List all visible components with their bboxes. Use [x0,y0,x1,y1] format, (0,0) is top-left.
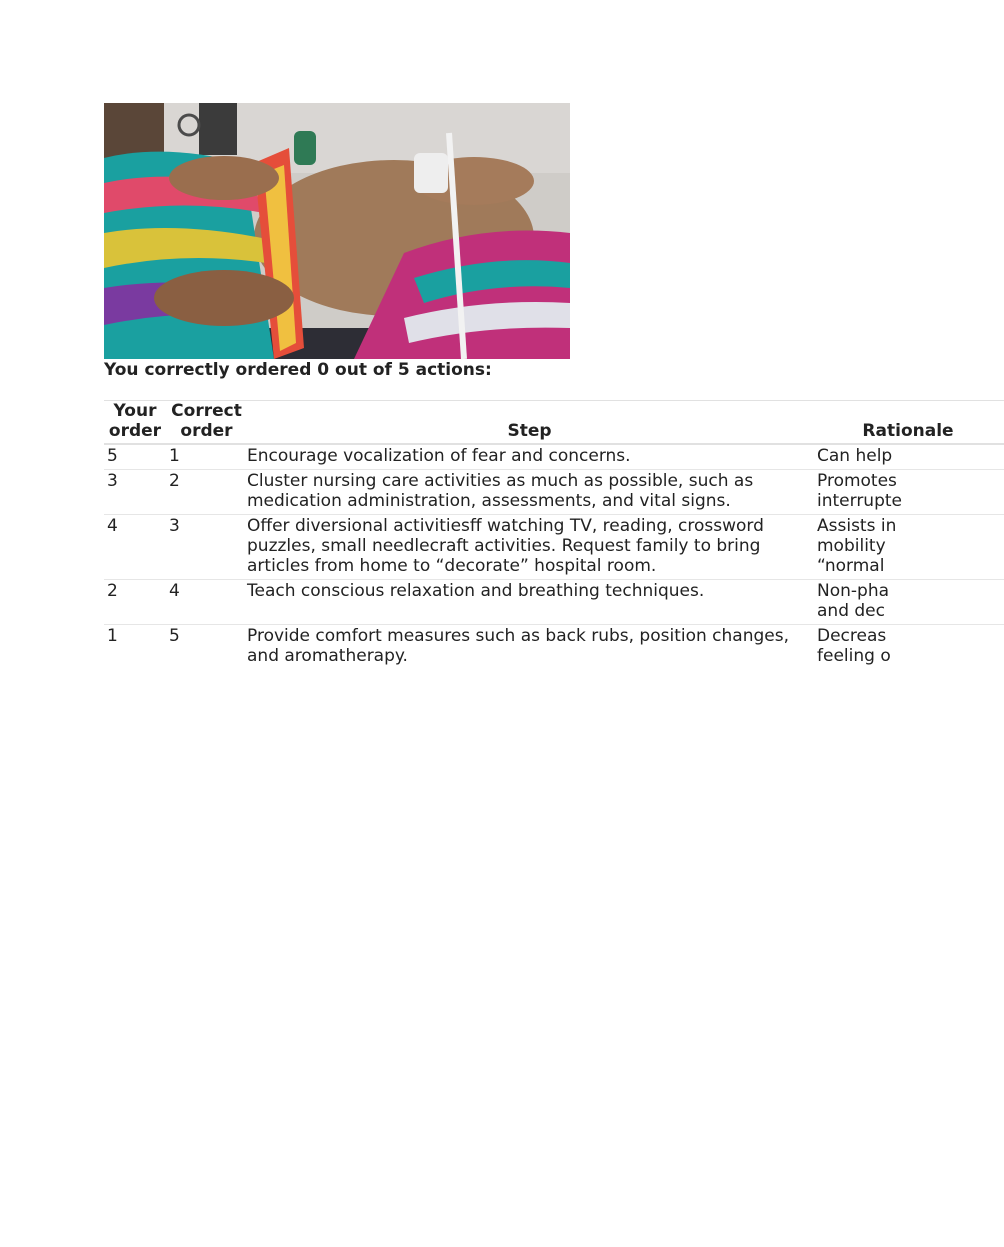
correct-order-cell: 3 [169,516,180,536]
results-table [104,400,1004,669]
your-order-cell: 5 [107,446,118,466]
correct-order-cell: 4 [169,581,180,601]
table-row [104,444,1004,470]
table-header-row [104,401,1004,445]
rationale-line: and dec [817,601,885,621]
rationale-header: Rationale [862,421,954,441]
table-row [104,470,1004,515]
step-cell: Cluster nursing care activities as much as possible, such as medication administration, assessments, and vital signs. [247,471,754,511]
patient-photo [104,103,570,359]
table-row [104,515,1004,580]
step-cell: Provide comfort measures such as back rubs, position changes, and aromatherapy. [247,626,789,666]
rationale-line: Non-pha [817,581,890,601]
rationale-cell [812,515,1004,580]
correct-order-cell: 5 [169,626,180,646]
your-order-header: Your order [108,401,162,441]
your-order-cell: 2 [107,581,118,601]
rationale-cell [812,580,1004,625]
results-table-viewport [104,400,954,669]
rationale-cell [812,470,1004,515]
rationale-line: “normal [817,556,885,576]
step-cell: Encourage vocalization of fear and concerns. [247,446,631,466]
rationale-line: Promotes [817,471,897,491]
table-row [104,625,1004,670]
rationale-line: Assists in [817,516,897,536]
correct-order-cell: 1 [169,446,180,466]
rationale-line: Can help [817,446,893,466]
step-cell: Offer diversional activitiesff watching TV, reading, crossword puzzles, small needlecraft activities. Request family to bring articles from home to “decorate” hospital room. [247,516,764,576]
correct-order-cell: 2 [169,471,180,491]
rationale-line: mobility [817,536,886,556]
step-header: Step [507,421,552,441]
rationale-cell [812,625,1004,670]
step-cell: Teach conscious relaxation and breathing techniques. [247,581,705,601]
rationale-line: interrupte [817,491,902,511]
rationale-cell [812,444,1004,470]
rationale-line: feeling o [817,646,891,666]
rationale-line: Decreas [817,626,887,646]
your-order-cell: 4 [107,516,118,536]
correct-order-header: Correct order [171,401,242,441]
your-order-cell: 3 [107,471,118,491]
score-summary: You correctly ordered 0 out of 5 actions: [104,360,492,380]
your-order-cell: 1 [107,626,118,646]
table-row [104,580,1004,625]
ultrasound-scene-illustration [104,103,570,359]
